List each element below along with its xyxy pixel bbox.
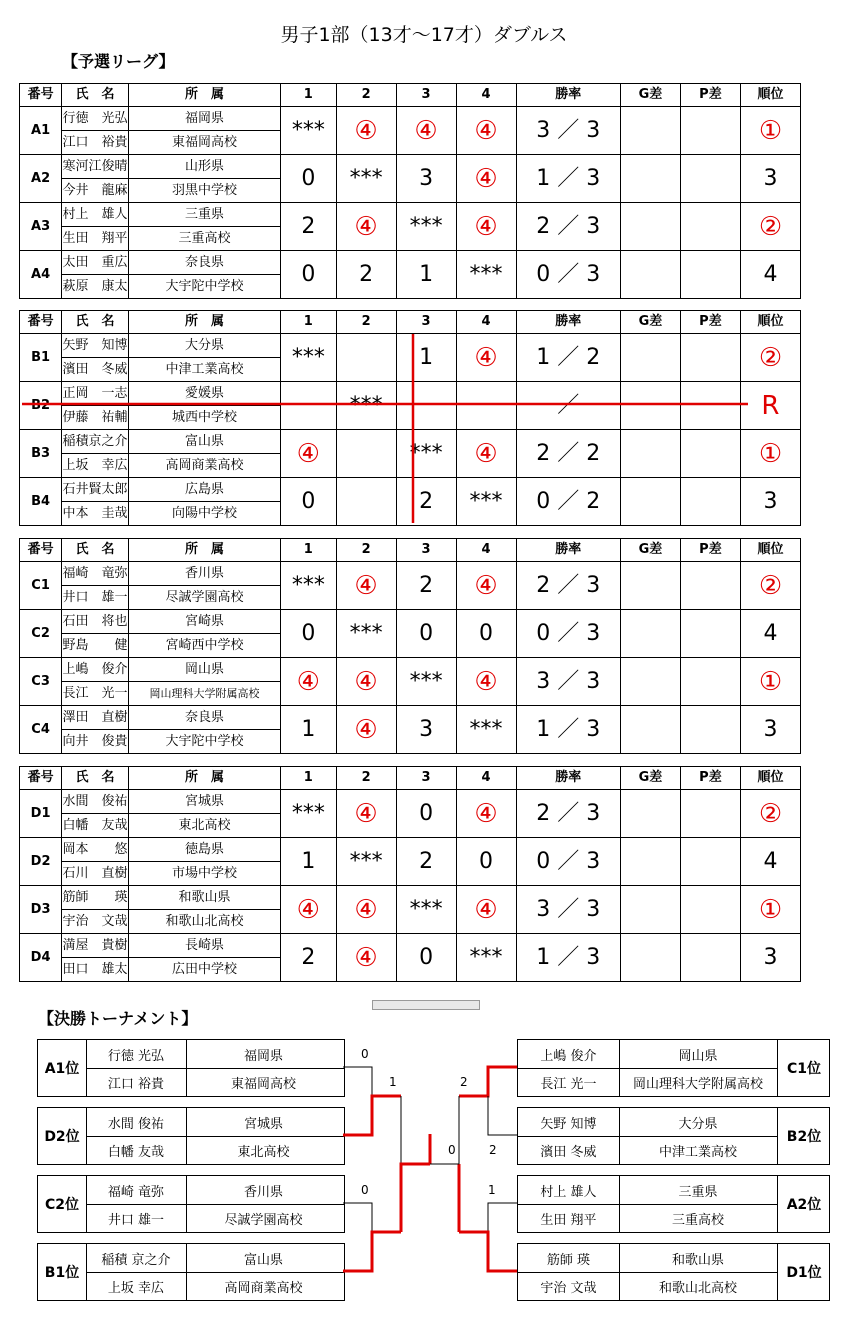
header-name: 氏 名 — [62, 311, 129, 334]
entry-number: A3 — [20, 203, 62, 251]
win-rate: 3 ／ 3 — [516, 107, 620, 155]
entry-number: D3 — [20, 886, 62, 934]
score-cell: ④ — [336, 203, 396, 251]
win-rate: 0 ／ 2 — [516, 478, 620, 526]
player-name: 行徳 光弘 — [62, 107, 129, 131]
prelim-section-title: 【予選リーグ】 — [62, 52, 175, 71]
score-cell: 0 — [396, 610, 456, 658]
player-name: 村上 雄人 — [62, 203, 129, 227]
score-cell: ④ — [456, 155, 516, 203]
score-cell: ④ — [336, 790, 396, 838]
rank-cell: ② — [740, 562, 800, 610]
score-cell: 0 — [456, 838, 516, 886]
player-name: 岡本 悠 — [62, 838, 129, 862]
win-rate: 2 ／ 3 — [516, 790, 620, 838]
entry-number: C4 — [20, 706, 62, 754]
entry-number: A4 — [20, 251, 62, 299]
player-affiliation: 山形県 — [128, 155, 280, 179]
header-name: 氏 名 — [62, 539, 129, 562]
bracket-line — [488, 1203, 517, 1232]
header-c1: 1 — [281, 767, 337, 790]
player-affiliation: 大分県 — [128, 334, 280, 358]
seed-position: C1位 — [786, 1061, 821, 1077]
entry-number: C3 — [20, 658, 62, 706]
header-c3: 3 — [396, 539, 456, 562]
score-cell: 1 — [396, 251, 456, 299]
player-affiliation: 奈良県 — [128, 251, 280, 275]
player-name: 向井 俊貴 — [62, 730, 129, 754]
player-affiliation: 香川県 — [128, 562, 280, 586]
header-c2: 2 — [336, 767, 396, 790]
entry-number: B1 — [20, 334, 62, 382]
bracket-score: 0 — [361, 1183, 369, 1197]
player-name: 濱田 冬威 — [62, 358, 129, 382]
entry-number: B3 — [20, 430, 62, 478]
rank-cell: ① — [740, 430, 800, 478]
player-name: 上嶋 俊介 — [540, 1048, 597, 1064]
player-affiliation: 東北高校 — [128, 814, 280, 838]
bracket-line — [343, 1096, 401, 1135]
score-cell: 2 — [336, 251, 396, 299]
score-cell: 2 — [281, 203, 337, 251]
player-affiliation: 羽黒中学校 — [128, 179, 280, 203]
bracket-line — [343, 1203, 372, 1232]
score-cell: 0 — [396, 934, 456, 982]
player-affiliation: 中津工業高校 — [128, 358, 280, 382]
entry-number: C1 — [20, 562, 62, 610]
player-name: 中本 圭哉 — [62, 502, 129, 526]
rank-cell: 4 — [740, 251, 800, 299]
rank-cell: ② — [740, 334, 800, 382]
header-g: G差 — [620, 767, 680, 790]
score-cell: 0 — [281, 610, 337, 658]
score-cell: 2 — [396, 838, 456, 886]
player-name: 萩原 康太 — [62, 275, 129, 299]
player-name: 宇治 文哉 — [62, 910, 129, 934]
player-affiliation: 広島県 — [128, 478, 280, 502]
header-p: P差 — [680, 311, 740, 334]
player-affiliation: 長崎県 — [128, 934, 280, 958]
entry-number: D1 — [20, 790, 62, 838]
player-name: 筋師 瑛 — [62, 886, 129, 910]
entry-number: B4 — [20, 478, 62, 526]
header-no: 番号 — [20, 767, 62, 790]
win-rate: 0 ／ 3 — [516, 610, 620, 658]
score-cell: ④ — [281, 430, 337, 478]
player-name: 野島 健 — [62, 634, 129, 658]
score-cell: ④ — [456, 562, 516, 610]
player-affiliation: 東福岡高校 — [230, 1076, 296, 1092]
header-c3: 3 — [396, 311, 456, 334]
score-cell: ④ — [336, 706, 396, 754]
player-name: 行徳 光弘 — [107, 1048, 165, 1064]
header-c1: 1 — [281, 84, 337, 107]
score-cell: *** — [396, 886, 456, 934]
win-rate: 0 ／ 3 — [516, 838, 620, 886]
score-cell: *** — [396, 658, 456, 706]
player-affiliation: 向陽中学校 — [128, 502, 280, 526]
bracket-line — [459, 1232, 517, 1271]
win-rate: 3 ／ 3 — [516, 658, 620, 706]
player-name: 矢野 知博 — [540, 1116, 597, 1132]
score-cell: ④ — [281, 658, 337, 706]
score-cell: ④ — [281, 886, 337, 934]
header-g: G差 — [620, 539, 680, 562]
player-affiliation: 宮崎西中学校 — [128, 634, 280, 658]
player-name: 生田 翔平 — [62, 227, 129, 251]
player-affiliation: 三重高校 — [128, 227, 280, 251]
header-c2: 2 — [336, 311, 396, 334]
player-affiliation: 高岡商業高校 — [224, 1280, 303, 1296]
score-cell: ④ — [456, 430, 516, 478]
player-affiliation: 福岡県 — [128, 107, 280, 131]
header-c1: 1 — [281, 539, 337, 562]
page-title: 男子1部（13才～17才）ダブルス — [280, 24, 568, 46]
player-name: 江口 裕貴 — [62, 131, 129, 155]
header-p: P差 — [680, 84, 740, 107]
player-name: 宇治 文哉 — [540, 1280, 597, 1296]
seed-position: A2位 — [786, 1197, 822, 1213]
rank-cell: ① — [740, 886, 800, 934]
score-cell: 3 — [396, 706, 456, 754]
player-affiliation: 宮崎県 — [128, 610, 280, 634]
rank-cell: 3 — [740, 155, 800, 203]
score-cell: ④ — [336, 562, 396, 610]
player-name: 上坂 幸広 — [62, 454, 129, 478]
rank-cell: R — [740, 382, 800, 430]
player-affiliation: 岡山理科大学附属高校 — [128, 682, 280, 706]
win-rate: 1 ／ 3 — [516, 934, 620, 982]
player-name: 伊藤 祐輔 — [62, 406, 129, 430]
header-g: G差 — [620, 84, 680, 107]
player-name: 筋師 瑛 — [546, 1252, 591, 1268]
player-affiliation: 尽誠学園高校 — [224, 1212, 303, 1228]
header-rate: 勝率 — [516, 539, 620, 562]
win-rate: 2 ／ 3 — [516, 562, 620, 610]
score-cell: 2 — [396, 562, 456, 610]
score-cell: 1 — [281, 838, 337, 886]
rank-cell: 4 — [740, 610, 800, 658]
header-no: 番号 — [20, 311, 62, 334]
header-p: P差 — [680, 767, 740, 790]
player-affiliation: 和歌山北高校 — [658, 1280, 737, 1296]
score-cell: *** — [281, 562, 337, 610]
header-rate: 勝率 — [516, 311, 620, 334]
win-rate: 2 ／ 2 — [516, 430, 620, 478]
win-rate: 3 ／ 3 — [516, 886, 620, 934]
player-name: 稲積 京之介 — [101, 1252, 171, 1268]
score-cell: 0 — [396, 790, 456, 838]
score-cell: ④ — [336, 658, 396, 706]
player-name: 白幡 友哉 — [107, 1144, 165, 1160]
player-name: 福崎 竜弥 — [107, 1184, 165, 1200]
bracket-score: 2 — [460, 1075, 468, 1089]
entry-number: D2 — [20, 838, 62, 886]
score-cell: ④ — [456, 658, 516, 706]
player-affiliation: 和歌山県 — [128, 886, 280, 910]
player-name: 田口 雄太 — [62, 958, 129, 982]
score-cell: ④ — [456, 334, 516, 382]
player-name: 水間 俊祐 — [107, 1116, 165, 1132]
player-affiliation: 富山県 — [128, 430, 280, 454]
player-name: 石田 将也 — [62, 610, 129, 634]
player-name: 上坂 幸広 — [107, 1280, 165, 1296]
score-cell: 0 — [281, 478, 337, 526]
score-cell: ④ — [456, 790, 516, 838]
score-cell: 1 — [281, 706, 337, 754]
header-aff: 所 属 — [128, 767, 280, 790]
score-cell: *** — [336, 838, 396, 886]
rank-cell: 4 — [740, 838, 800, 886]
player-name: 上嶋 俊介 — [62, 658, 129, 682]
bracket-line — [488, 1096, 517, 1135]
rank-cell: ① — [740, 658, 800, 706]
player-affiliation: 香川県 — [243, 1184, 283, 1200]
score-cell: *** — [281, 107, 337, 155]
player-affiliation: 和歌山県 — [671, 1252, 724, 1268]
player-name: 長江 光一 — [62, 682, 129, 706]
player-name: 寒河江俊晴 — [62, 155, 129, 179]
player-name: 正岡 一志 — [62, 382, 129, 406]
score-cell: *** — [456, 934, 516, 982]
player-name: 井口 雄一 — [62, 586, 129, 610]
score-cell: ④ — [336, 107, 396, 155]
player-affiliation: 大宇陀中学校 — [128, 275, 280, 299]
header-aff: 所 属 — [128, 84, 280, 107]
score-cell: 0 — [456, 610, 516, 658]
player-affiliation: 三重県 — [678, 1184, 718, 1200]
player-name: 今井 龍麻 — [62, 179, 129, 203]
score-cell: *** — [336, 155, 396, 203]
seed-position: C2位 — [44, 1197, 79, 1213]
player-affiliation: 和歌山北高校 — [128, 910, 280, 934]
bracket-score: 1 — [389, 1075, 397, 1089]
player-name: 太田 重広 — [62, 251, 129, 275]
rank-cell: ② — [740, 203, 800, 251]
player-affiliation: 岡山県 — [128, 658, 280, 682]
score-cell: 1 — [396, 334, 456, 382]
score-cell: *** — [336, 610, 396, 658]
rank-cell: 3 — [740, 706, 800, 754]
win-rate: 1 ／ 2 — [516, 334, 620, 382]
score-cell: 2 — [281, 934, 337, 982]
player-affiliation: 愛媛県 — [128, 382, 280, 406]
player-name: 澤田 直樹 — [62, 706, 129, 730]
player-affiliation: 徳島県 — [128, 838, 280, 862]
header-name: 氏 名 — [62, 767, 129, 790]
score-cell: *** — [281, 790, 337, 838]
player-affiliation: 中津工業高校 — [658, 1144, 737, 1160]
score-cell: *** — [281, 334, 337, 382]
player-affiliation: 福岡県 — [243, 1048, 283, 1064]
score-cell: *** — [456, 706, 516, 754]
player-affiliation: 城西中学校 — [128, 406, 280, 430]
rank-cell: ② — [740, 790, 800, 838]
score-cell: 0 — [281, 155, 337, 203]
header-c4: 4 — [456, 84, 516, 107]
score-cell: 0 — [281, 251, 337, 299]
entry-number: C2 — [20, 610, 62, 658]
header-rank: 順位 — [740, 84, 800, 107]
header-aff: 所 属 — [128, 539, 280, 562]
header-c2: 2 — [336, 539, 396, 562]
header-name: 氏 名 — [62, 84, 129, 107]
player-affiliation: 大分県 — [678, 1116, 718, 1132]
player-name: 稲積京之介 — [62, 430, 129, 454]
player-affiliation: 富山県 — [243, 1252, 283, 1268]
player-name: 村上 雄人 — [540, 1184, 597, 1200]
player-name: 矢野 知博 — [62, 334, 129, 358]
player-name: 濱田 冬威 — [540, 1144, 597, 1160]
header-rate: 勝率 — [516, 767, 620, 790]
player-affiliation: 広田中学校 — [128, 958, 280, 982]
seed-position: D1位 — [786, 1265, 822, 1281]
player-name: 石川 直樹 — [62, 862, 129, 886]
header-g: G差 — [620, 311, 680, 334]
player-name: 福崎 竜弥 — [62, 562, 129, 586]
header-no: 番号 — [20, 539, 62, 562]
player-name: 水間 俊祐 — [62, 790, 129, 814]
player-affiliation: 三重高校 — [671, 1212, 724, 1228]
final-section-title: 【決勝トーナメント】 — [38, 1009, 198, 1028]
player-affiliation: 岡山県 — [678, 1048, 718, 1064]
player-affiliation: 尽誠学園高校 — [128, 586, 280, 610]
header-rate: 勝率 — [516, 84, 620, 107]
player-affiliation: 岡山理科大学附属高校 — [632, 1076, 763, 1092]
player-affiliation: 宮城県 — [128, 790, 280, 814]
player-affiliation: 三重県 — [128, 203, 280, 227]
score-cell: ④ — [456, 203, 516, 251]
seed-position: A1位 — [44, 1061, 80, 1077]
score-cell: ④ — [336, 934, 396, 982]
score-cell: *** — [396, 430, 456, 478]
player-affiliation: 東北高校 — [237, 1144, 290, 1160]
win-rate: 2 ／ 3 — [516, 203, 620, 251]
score-cell: ④ — [396, 107, 456, 155]
player-name: 江口 裕貴 — [107, 1076, 165, 1092]
header-rank: 順位 — [740, 539, 800, 562]
entry-number: D4 — [20, 934, 62, 982]
player-name: 白幡 友哉 — [62, 814, 129, 838]
header-p: P差 — [680, 539, 740, 562]
win-rate: 1 ／ 3 — [516, 155, 620, 203]
win-rate: ／ — [516, 382, 620, 430]
seed-position: D2位 — [44, 1129, 80, 1145]
player-name: 長江 光一 — [540, 1076, 597, 1092]
player-name: 井口 雄一 — [107, 1212, 165, 1228]
score-cell: ④ — [456, 107, 516, 155]
rank-cell: 3 — [740, 934, 800, 982]
player-name: 石井賢太郎 — [62, 478, 129, 502]
player-affiliation: 東福岡高校 — [128, 131, 280, 155]
bracket-score: 2 — [489, 1143, 497, 1157]
bracket-score: 0 — [361, 1047, 369, 1061]
bracket-line — [343, 1232, 401, 1271]
header-c3: 3 — [396, 767, 456, 790]
bracket-line — [343, 1067, 372, 1096]
player-affiliation: 高岡商業高校 — [128, 454, 280, 478]
rank-cell: ① — [740, 107, 800, 155]
rank-cell: 3 — [740, 478, 800, 526]
header-c3: 3 — [396, 84, 456, 107]
player-affiliation: 市場中学校 — [128, 862, 280, 886]
header-c4: 4 — [456, 539, 516, 562]
player-affiliation: 宮城県 — [243, 1116, 283, 1132]
entry-number: A2 — [20, 155, 62, 203]
header-c4: 4 — [456, 311, 516, 334]
header-c4: 4 — [456, 767, 516, 790]
player-name: 満屋 貴樹 — [62, 934, 129, 958]
win-rate: 1 ／ 3 — [516, 706, 620, 754]
score-cell: *** — [456, 478, 516, 526]
header-rank: 順位 — [740, 311, 800, 334]
score-cell: *** — [336, 382, 396, 430]
score-cell: 3 — [396, 155, 456, 203]
header-c1: 1 — [281, 311, 337, 334]
header-rank: 順位 — [740, 767, 800, 790]
bracket-line — [459, 1067, 517, 1096]
seed-position: B1位 — [44, 1265, 80, 1281]
score-cell: ④ — [336, 886, 396, 934]
score-cell: *** — [396, 203, 456, 251]
player-name: 生田 翔平 — [540, 1212, 597, 1228]
bracket-score: 1 — [488, 1183, 496, 1197]
seed-position: B2位 — [786, 1129, 822, 1145]
entry-number: B2 — [20, 382, 62, 430]
header-aff: 所 属 — [128, 311, 280, 334]
header-no: 番号 — [20, 84, 62, 107]
header-c2: 2 — [336, 84, 396, 107]
player-affiliation: 大宇陀中学校 — [128, 730, 280, 754]
score-cell: ④ — [456, 886, 516, 934]
entry-number: A1 — [20, 107, 62, 155]
score-cell: *** — [456, 251, 516, 299]
bracket-score: 0 — [448, 1143, 456, 1157]
win-rate: 0 ／ 3 — [516, 251, 620, 299]
bracket-line — [401, 1164, 430, 1232]
score-cell: 2 — [396, 478, 456, 526]
player-affiliation: 奈良県 — [128, 706, 280, 730]
